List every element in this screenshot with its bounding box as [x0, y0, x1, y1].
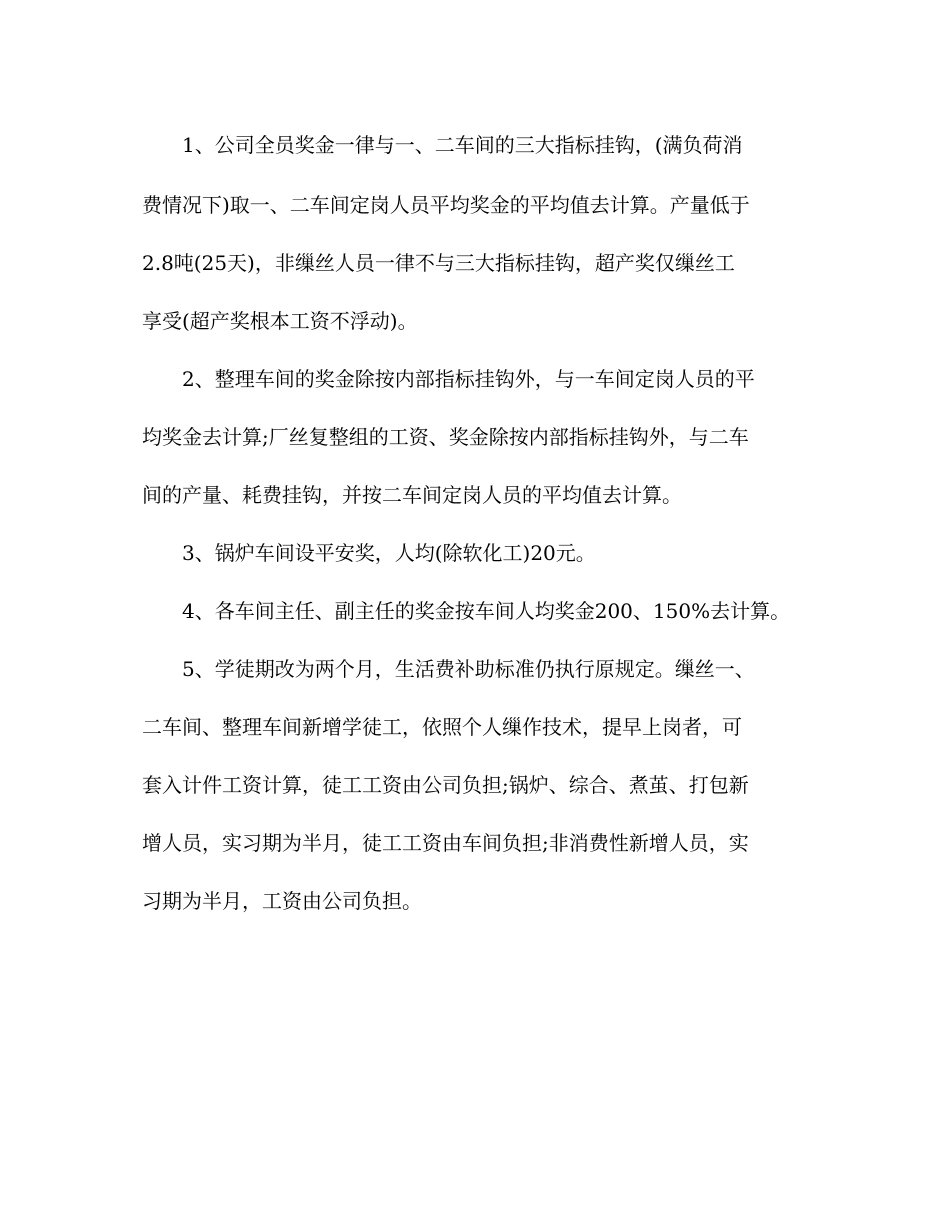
paragraph-1-line-3: 2.8吨(25天)，非缫丝人员一律不与三大指标挂钩，超产奖仅缫丝工 — [142, 251, 735, 275]
paragraph-5-line-3: 套入计件工资计算，徒工工资由公司负担;锅炉、综合、煮茧、打包新 — [142, 773, 749, 797]
paragraph-4-line-1: 4、各车间主任、副主任的奖金按车间人均奖金200、150%去计算。 — [182, 599, 791, 623]
paragraph-2-line-1: 2、整理车间的奖金除按内部指标挂钩外，与一车间定岗人员的平 — [182, 367, 755, 391]
paragraph-3-line-1: 3、锅炉车间设平安奖，人均(除软化工)20元。 — [182, 541, 596, 565]
paragraph-5-line-2: 二车间、整理车间新增学徒工，依照个人缫作技术，提早上岗者，可 — [142, 715, 742, 739]
paragraph-5-line-5: 习期为半月，工资由公司负担。 — [142, 889, 422, 913]
paragraph-1-line-1: 1、公司全员奖金一律与一、二车间的三大指标挂钩，(满负荷消 — [182, 133, 743, 157]
paragraph-5-line-4: 增人员，实习期为半月，徒工工资由车间负担;非消费性新增人员，实 — [142, 831, 749, 855]
paragraph-2-line-2: 均奖金去计算;厂丝复整组的工资、奖金除按内部指标挂钩外，与二车 — [142, 425, 749, 449]
paragraph-5-line-1: 5、学徒期改为两个月，生活费补助标准仍执行原规定。缫丝一、 — [182, 657, 755, 681]
paragraph-2-line-3: 间的产量、耗费挂钩，并按二车间定岗人员的平均值去计算。 — [142, 483, 682, 507]
paragraph-1-line-4: 享受(超产奖根本工资不浮动)。 — [142, 309, 418, 333]
paragraph-1-line-2: 费情况下)取一、二车间定岗人员平均奖金的平均值去计算。产量低于 — [142, 193, 750, 217]
